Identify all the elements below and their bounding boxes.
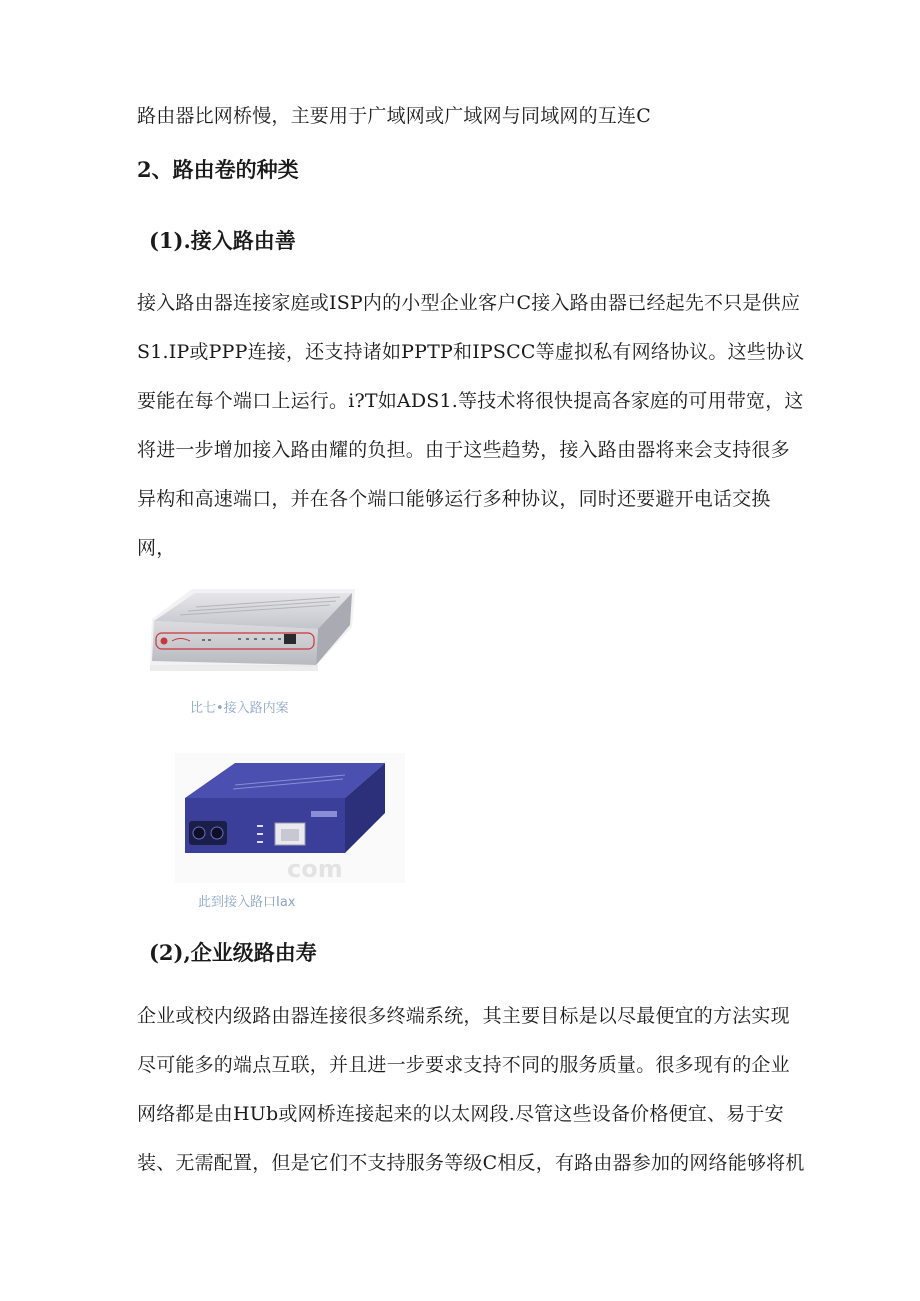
watermark-text: com [287,855,343,883]
figure-caption: 比七•接入路内案 [190,701,289,716]
subsection-heading-enterprise-router: (2),企业级路由寿 [149,940,317,965]
paragraph-line: 企业或校内级路由器连接很多终端系统，其主要目标是以尽最便宜的方法实现 [137,1005,790,1027]
figure-caption: 此到接入路口Iax [198,895,296,910]
paragraph-line: 尽可能多的端点互联，并且进一步要求支持不同的服务质量。很多现有的企业 [137,1054,790,1076]
paragraph-line: 要能在每个端口上运行。i?T如ADS1.等技术将很快提高各家庭的可用带宽，这 [137,390,804,412]
section-heading: 2、路由卷的种类 [137,157,299,182]
access-router-photo [140,575,365,690]
access-router-photo [175,753,405,883]
intro-paragraph: 路由器比网桥慢，主要用于广域网或广域网与同域网的互连C [137,105,651,127]
paragraph-line: 装、无需配置，但是它们不支持服务等级C相反，有路由器参加的网络能够将机 [137,1152,805,1174]
paragraph-line: 网， [137,537,176,559]
paragraph-line: 将进一步增加接入路由耀的负担。由于这些趋势，接入路由器将来会支持很多 [137,439,790,461]
paragraph-line: 网络都是由HUb或网桥连接起来的以太网段.尽管这些设备价格便宜、易于安 [137,1103,784,1125]
paragraph-line: 接入路由器连接家庭或ISP内的小型企业客户C接入路由器已经起先不只是供应 [137,292,801,314]
paragraph-line: S1.IP或PPP连接，还支持诸如PPTP和IPSCC等虚拟私有网络协议。这些协议 [137,341,805,363]
subsection-heading-access-router: (1).接入路由善 [149,228,296,253]
paragraph-line: 异构和高速端口，并在各个端口能够运行多种协议，同时还要避开电话交换 [137,488,771,510]
